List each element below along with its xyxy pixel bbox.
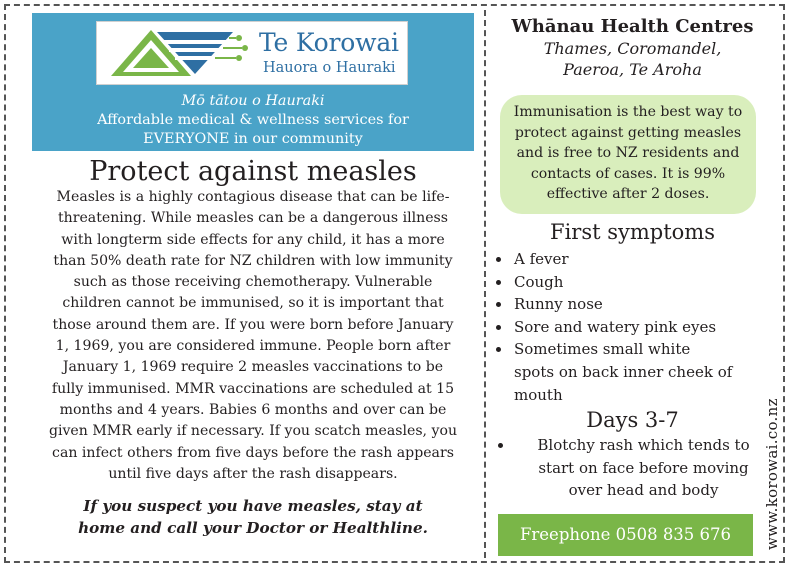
body-line: Measles is a highly contagious disease that can be life- [56,189,450,205]
website-url [760,390,784,555]
body-line: such as those receiving chemotherapy. Vulnerable [73,274,433,291]
website-url-text: www.korowai.co.nz [763,398,781,550]
list-item [494,293,771,316]
immunisation-line: Immunisation is the best way to [513,104,743,120]
symptom-text: Cough [514,272,564,291]
body-line: January 1, 1969 require 2 measles vaccinations to be [62,359,444,376]
logo-subtitle: Hauora o Hauraki [263,60,396,76]
body-line: children cannot be immunised, so it is important that [62,295,444,312]
symptom-text: mouth [514,385,563,404]
header-band [32,13,474,151]
symptom-text: spots on back inner cheek of [514,362,733,381]
tagline: Mō tātou o Hauraki [181,93,325,109]
immunisation-line: and is free to NZ residents and [516,145,740,161]
cta-line: home and call your Doctor or Healthline. [78,519,428,538]
symptoms-heading: First symptoms [550,220,715,244]
rash-list [494,434,771,502]
body-line: months and 4 years. Babies 6 months and over can be [59,401,447,418]
list-item [494,248,771,271]
immunisation-line: protect against getting measles [514,124,742,141]
clinic-title: Whānau Health Centres [511,16,754,37]
left-column [32,13,474,539]
immunisation-line: contacts of cases. It is 99% [530,165,726,182]
logo [96,21,408,85]
list-item [494,434,771,502]
band-line: Affordable medical & wellness services for [97,112,409,128]
body-line: given MMR early if necessary. If you scatch measles, you [48,423,458,440]
days-heading: Days 3-7 [586,408,679,433]
location-line: Thames, Coromandel, [543,39,722,58]
rash-text: over head and body [568,481,719,500]
location-line: Paeroa, Te Aroha [563,60,702,79]
list-item [494,316,771,339]
body-line: 1, 1969, you are considered immune. People born after [55,338,451,355]
korowai-logo-icon [103,26,253,80]
body-line: fully immunised. MMR vaccinations are scheduled at 15 [51,380,455,397]
symptom-text: Sore and watery pink eyes [514,317,717,336]
body-line: until five days after the rash disappears. [108,465,398,482]
symptom-text: Runny nose [514,295,603,314]
cta-line: If you suspect you have measles, stay at [83,497,423,516]
body-line: with longterm side effects for any child, it has a more [61,231,445,248]
call-to-action [32,495,474,539]
right-column [494,16,771,502]
freephone-banner: Freephone 0508 835 676 [498,514,753,556]
body-line: those around them are. If you were born before January [52,316,454,333]
rash-text: start on face before moving [538,458,749,477]
immunisation-line: effective after 2 doses. [546,186,710,202]
symptoms-list [494,248,771,406]
logo-title: Te Korowai [259,28,399,57]
body-line: can infect others from five days before the rash appears [52,444,454,461]
column-divider [484,10,486,558]
list-item [494,338,771,406]
body-line: than 50% death rate for NZ children with low immunity [53,252,453,269]
immunisation-box [500,95,756,214]
band-text [32,92,474,149]
symptom-text: Sometimes small white [514,340,691,359]
list-item [494,271,771,294]
clinic-locations [494,38,771,80]
band-line: EVERYONE in our community [143,131,363,147]
symptom-text: A fever [514,250,569,268]
body-line: threatening. While measles can be a dangerous illness [57,210,449,227]
main-heading: Protect against measles [89,156,417,187]
body-text [32,187,474,485]
rash-text: Blotchy rash which tends to [537,436,750,455]
